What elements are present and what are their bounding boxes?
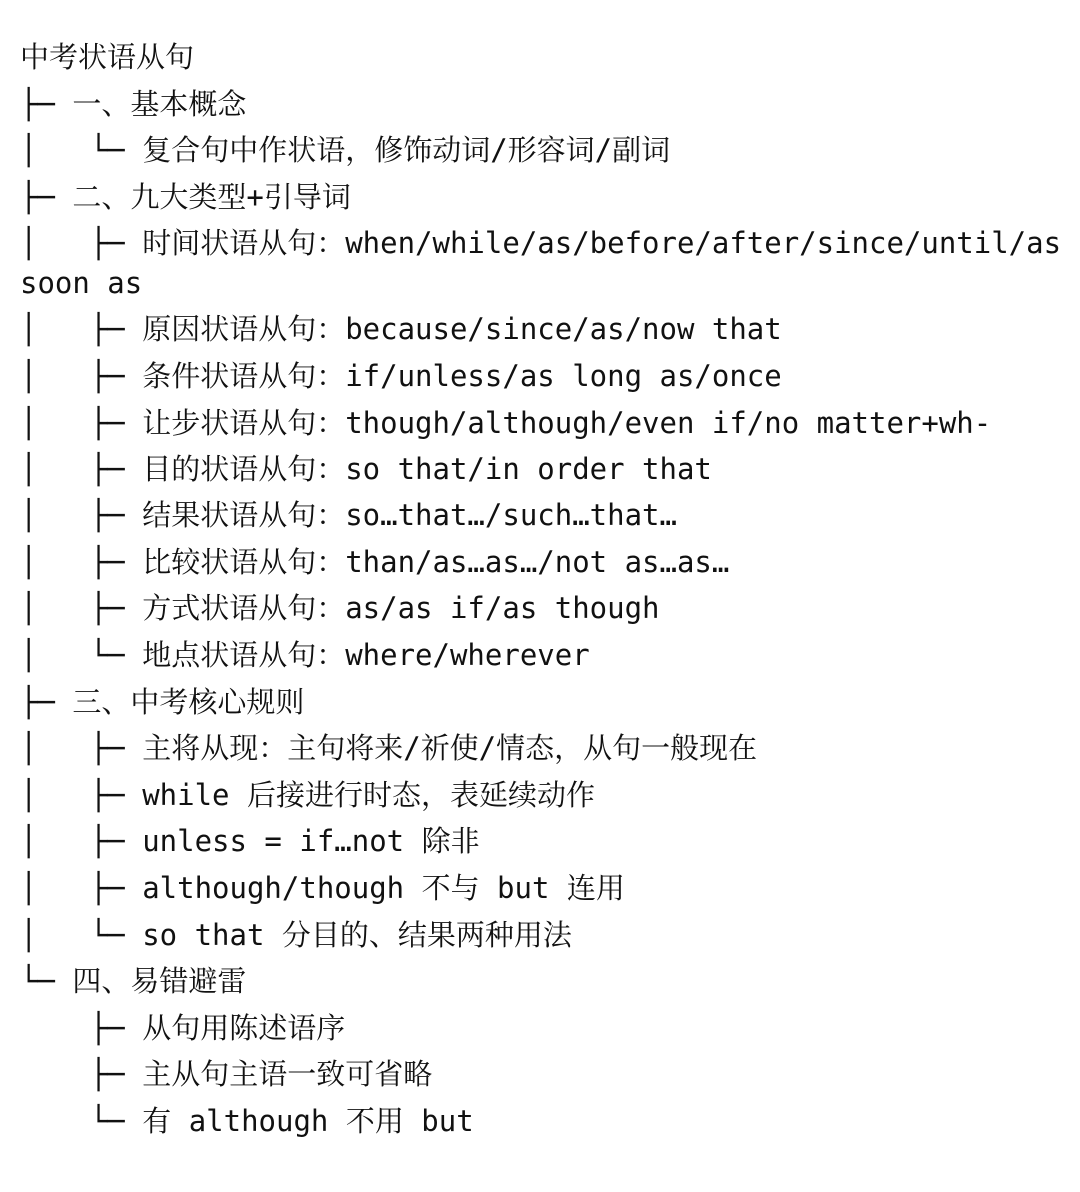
- tree-connector: │ ├─: [20, 591, 143, 626]
- section-label: 四、易错避雷: [72, 964, 247, 999]
- section-core-rules: [20, 679, 1070, 726]
- outline-item: [20, 772, 1070, 819]
- tree-connector: │ ├─: [20, 451, 143, 486]
- tree-connector: ├─: [20, 684, 73, 719]
- outline-item: [20, 353, 1070, 400]
- item-text: 地点状语从句：where/wherever: [142, 637, 590, 672]
- section-types: [20, 174, 1070, 221]
- tree-connector: │ ├─: [20, 405, 143, 440]
- tree-connector: ├─: [20, 179, 73, 214]
- item-text: 有 although 不用 but: [142, 1103, 474, 1138]
- section-pitfalls: [20, 958, 1070, 1005]
- item-text: although/though 不与 but 连用: [142, 870, 625, 905]
- outline-item: [20, 446, 1070, 493]
- outline-item: [20, 220, 1079, 306]
- tree-connector: │ ├─: [20, 824, 143, 859]
- outline-item: [20, 818, 1070, 865]
- outline-item: [20, 400, 1070, 446]
- tree-connector: │ └─: [20, 917, 143, 952]
- tree-connector: │ ├─: [20, 544, 143, 579]
- outline-tree: [20, 34, 1079, 1144]
- tree-connector: └─: [20, 1103, 143, 1138]
- outline-item: [20, 1098, 1070, 1145]
- outline-title: 中考状语从句: [20, 40, 195, 74]
- outline-item: [20, 539, 1070, 586]
- item-text: unless = if…not 除非: [142, 824, 480, 859]
- tree-connector: └─: [20, 964, 73, 999]
- item-text: 主从句主语一致可省略: [142, 1057, 433, 1092]
- outline-item: [20, 306, 1070, 353]
- item-text: so that 分目的、结果两种用法: [142, 917, 572, 952]
- item-text: 时间状语从句：when/while/as/before/after/since/until/as soon as: [20, 226, 1079, 301]
- section-label: 一、基本概念: [72, 86, 247, 121]
- item-text: 目的状语从句：so that/in order that: [142, 451, 712, 486]
- outline-item: [20, 585, 1070, 632]
- tree-connector: ├─: [20, 1057, 143, 1092]
- tree-connector: │ ├─: [20, 731, 143, 766]
- tree-connector: ├─: [20, 86, 73, 121]
- section-basic-concept: [20, 81, 1070, 128]
- outline-item: [20, 127, 1070, 174]
- item-text: 复合句中作状语，修饰动词/形容词/副词: [142, 133, 671, 168]
- item-text: 原因状语从句：because/since/as/now that: [142, 312, 782, 347]
- tree-connector: │ ├─: [20, 226, 143, 261]
- tree-connector: │ ├─: [20, 870, 143, 905]
- outline-item: [20, 912, 1070, 959]
- item-text: 主将从现：主句将来/祈使/情态，从句一般现在: [142, 731, 758, 766]
- outline-item: [20, 865, 1070, 912]
- tree-connector: ├─: [20, 1010, 143, 1045]
- tree-connector: │ ├─: [20, 777, 143, 812]
- item-text: 条件状语从句：if/unless/as long as/once: [142, 358, 782, 393]
- outline-item: [20, 492, 1070, 539]
- item-text: 从句用陈述语序: [142, 1010, 346, 1045]
- outline-item: [20, 725, 1070, 772]
- item-text: 方式状语从句：as/as if/as though: [142, 591, 660, 626]
- outline-item: [20, 1051, 1070, 1098]
- tree-connector: │ └─: [20, 133, 143, 168]
- section-label: 二、九大类型+引导词: [72, 179, 351, 214]
- outline-item: [20, 1005, 1070, 1052]
- tree-connector: │ ├─: [20, 498, 143, 533]
- section-label: 三、中考核心规则: [72, 684, 305, 719]
- tree-connector: │ ├─: [20, 358, 143, 393]
- item-text: 让步状语从句：though/although/even if/no matter+wh-: [142, 405, 992, 440]
- item-text: while 后接进行时态，表延续动作: [142, 777, 595, 812]
- item-text: 比较状语从句：than/as…as…/not as…as…: [142, 544, 730, 579]
- tree-connector: │ ├─: [20, 312, 143, 347]
- tree-connector: │ └─: [20, 637, 143, 672]
- outline-item: [20, 632, 1070, 679]
- item-text: 结果状语从句：so…that…/such…that…: [142, 498, 677, 533]
